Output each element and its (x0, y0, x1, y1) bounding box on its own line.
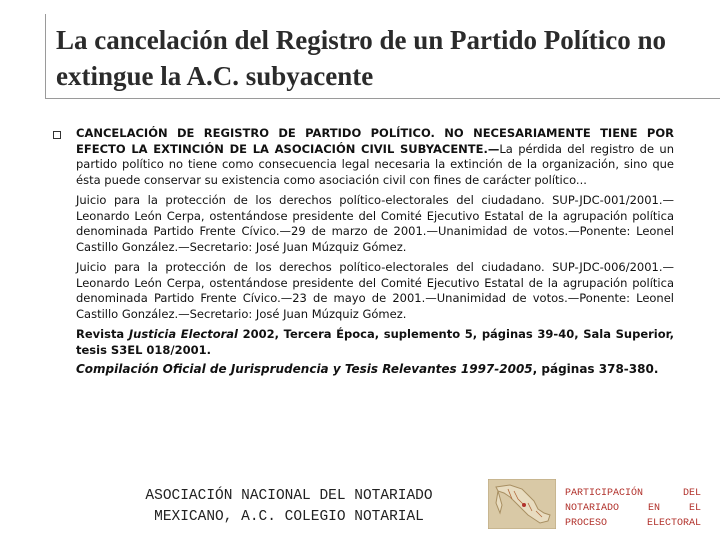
source-journal: Justicia Electoral (128, 327, 238, 341)
compilation-citation (76, 362, 674, 378)
title-vertical-rule (45, 14, 46, 98)
course-line-3: PROCESO ELECTORAL (565, 518, 701, 529)
source-details: 2002, Tercera Época, suplemento 5, páginas 39-40, Sala Superior, tesis S3EL 018/2001. (76, 327, 675, 357)
thesis-heading: CANCELACIÓN DE REGISTRO DE PARTIDO POLÍTICO. NO NECESARIAMENTE TIENE POR EFECTO LA EXTINCIÓN DE LA ASOCIACIÓN CIVIL SUBYACENTE.— (76, 126, 674, 156)
course-line-1: PARTICIPACIÓN DEL (565, 488, 701, 499)
organization-line-2: MEXICANO, A.C. COLEGIO NOTARIAL (154, 509, 424, 525)
thesis-content (76, 126, 674, 383)
precedent-2: Juicio para la protección de los derechos político-electorales del ciudadano. SUP-JDC-006/2001.—Leonardo León Cerpa, ostentándose presidente del Comité Ejecutivo Estatal de la agrupación política denominada Partido Frente Cívico.—23 de mayo de 2001.—Unanimidad de votos.—Ponente: Leonel Castillo González.—Secretario: José Juan Múzquiz Gómez. (76, 260, 674, 321)
compilation-pages: , páginas 378-380. (532, 362, 659, 376)
course-line-2: NOTARIADO EN EL (565, 503, 701, 514)
mexico-map-icon (488, 479, 556, 529)
thesis-body: La pérdida del registro de un partido político no tiene como consecuencia legal necesaria la extinción de la organización, sino que ésta puede conservar su existencia como asociación civil con fines de carácter político... (76, 141, 674, 187)
source-citation (76, 327, 674, 358)
square-bullet-icon (53, 131, 61, 139)
course-title (565, 486, 701, 531)
source-prefix: Revista (76, 327, 129, 341)
compilation-title: Compilación Oficial de Jurisprudencia y Tesis Relevantes 1997-2005 (76, 362, 533, 376)
precedent-1: Juicio para la protección de los derechos político-electorales del ciudadano. SUP-JDC-001/2001.—Leonardo León Cerpa, ostentándose presidente del Comité Ejecutivo Estatal de la agrupación política denominada Partido Frente Cívico.—29 de marzo de 2001.—Unanimidad de votos.—Ponente: Leonel Castillo González.—Secretario: José Juan Múzquiz Gómez. (76, 193, 674, 254)
title-horizontal-rule (45, 98, 720, 99)
thesis-paragraph (76, 126, 674, 188)
organization-line-1: ASOCIACIÓN NACIONAL DEL NOTARIADO (145, 488, 433, 504)
organization-name (100, 486, 478, 528)
slide-title: La cancelación del Registro de un Partido Político no extingue la A.C. subyacente (56, 25, 666, 91)
